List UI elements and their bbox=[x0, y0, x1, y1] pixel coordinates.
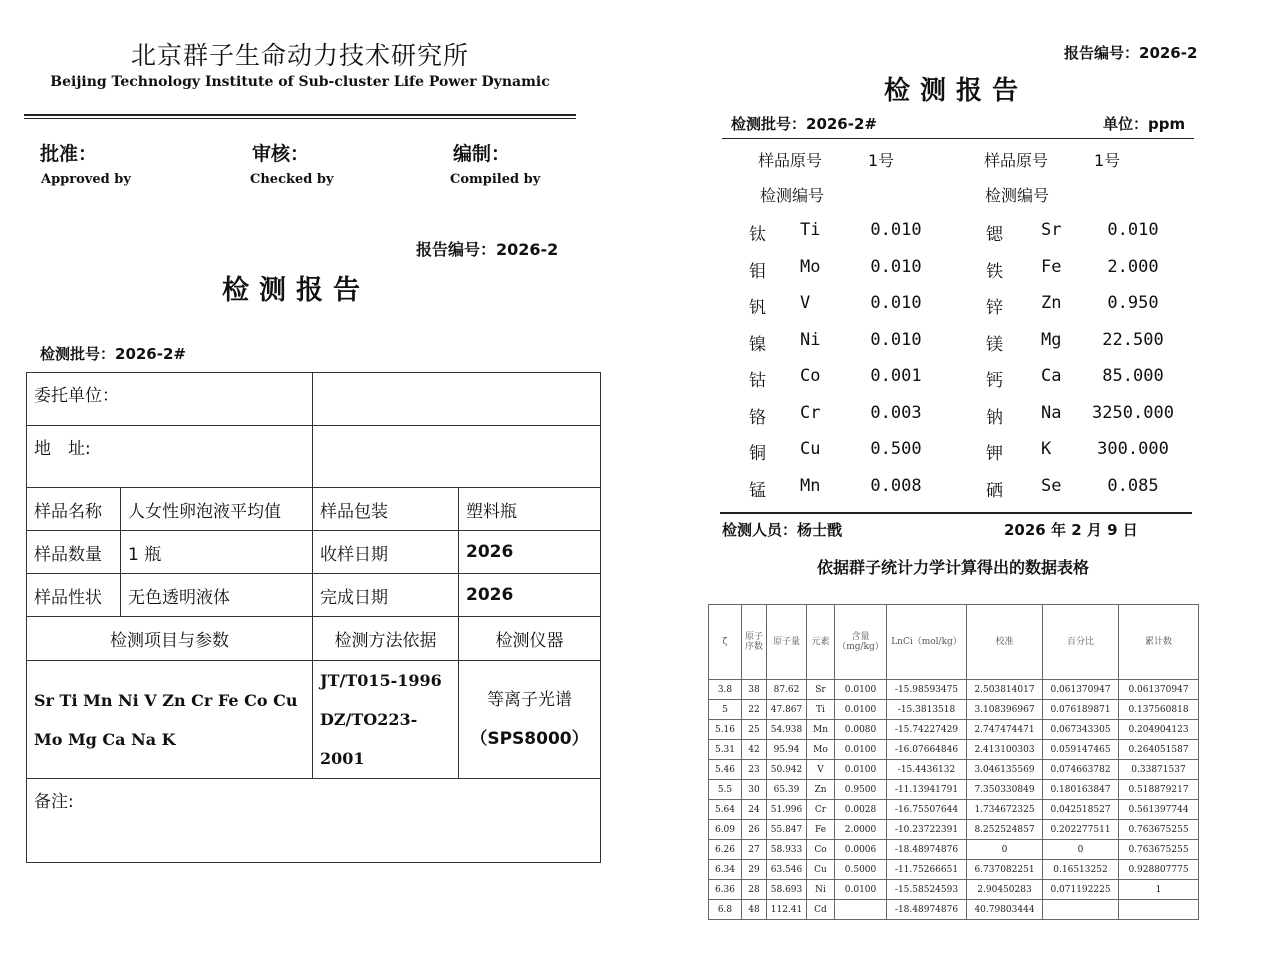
element-value: 22.500 bbox=[1102, 329, 1164, 350]
calc-cell: 0.33871537 bbox=[1119, 760, 1199, 780]
packaging-value: 塑料瓶 bbox=[459, 488, 601, 531]
element-symbol: Mo bbox=[800, 256, 821, 277]
element-value: 0.008 bbox=[870, 475, 922, 496]
element-symbol: Se bbox=[1041, 475, 1062, 496]
element-name-cn: 锰 bbox=[749, 480, 766, 501]
table-row bbox=[709, 680, 1199, 700]
calc-cell: 6.26 bbox=[709, 840, 742, 860]
table-row bbox=[709, 700, 1199, 720]
header-divider bbox=[24, 114, 576, 116]
received-value: 2026 bbox=[459, 531, 601, 574]
calc-cell: Ti bbox=[807, 700, 835, 720]
calc-cell: 1.734672325 bbox=[967, 800, 1043, 820]
calc-cell: 0.061370947 bbox=[1119, 680, 1199, 700]
element-value: 0.003 bbox=[870, 402, 922, 423]
calc-cell: 0 bbox=[1043, 840, 1119, 860]
element-symbol: Ni bbox=[800, 329, 821, 350]
calc-cell: 0.204904123 bbox=[1119, 720, 1199, 740]
calc-cell: 58.693 bbox=[767, 880, 807, 900]
element-value: 0.010 bbox=[870, 256, 922, 277]
element-symbol: Co bbox=[800, 366, 821, 386]
calc-header-cell: 校准 bbox=[967, 605, 1043, 680]
element-name-cn: 镁 bbox=[986, 334, 1003, 355]
calc-cell: 0.0100 bbox=[835, 760, 887, 780]
calc-cell: 0.071192225 bbox=[1043, 880, 1119, 900]
calc-header-cell: 百分比 bbox=[1043, 605, 1119, 680]
calc-header-cell: 元素 bbox=[807, 605, 835, 680]
element-value: 0.001 bbox=[870, 366, 922, 386]
test-items-line1: Sr Ti Mn Ni V Zn Cr Fe Co Cu bbox=[34, 690, 298, 710]
element-name-cn: 钠 bbox=[986, 407, 1003, 428]
calc-cell: -15.74227429 bbox=[887, 720, 967, 740]
calc-cell: 65.39 bbox=[767, 780, 807, 800]
calc-cell: 0.763675255 bbox=[1119, 840, 1199, 860]
calc-cell bbox=[1043, 900, 1119, 920]
calc-cell: 6.737082251 bbox=[967, 860, 1043, 880]
calc-header-cell: 含量（mg/kg） bbox=[835, 605, 887, 680]
test-no-label-left: 检测编号 bbox=[760, 186, 825, 205]
element-name-cn: 钼 bbox=[749, 261, 766, 282]
calc-cell: 5.64 bbox=[709, 800, 742, 820]
element-symbol: K bbox=[1041, 439, 1052, 459]
sample-orig-label-left: 样品原号 bbox=[758, 151, 823, 170]
sample-orig-label-right: 样品原号 bbox=[984, 151, 1049, 170]
calc-cell: Mn bbox=[807, 720, 835, 740]
calc-cell: -15.98593475 bbox=[887, 680, 967, 700]
element-value: 2.000 bbox=[1107, 256, 1159, 277]
test-items bbox=[27, 661, 313, 779]
sample-name-label: 样品名称 bbox=[27, 488, 121, 531]
calc-cell: 0.0100 bbox=[835, 880, 887, 900]
calc-header-cell: 累计数 bbox=[1119, 605, 1199, 680]
element-value: 0.085 bbox=[1107, 475, 1159, 496]
calc-cell: 3.108396967 bbox=[967, 700, 1043, 720]
element-value: 0.010 bbox=[870, 293, 922, 313]
element-symbol: Mn bbox=[800, 475, 821, 496]
calc-cell: Cr bbox=[807, 800, 835, 820]
calc-cell: 26 bbox=[742, 820, 767, 840]
calc-header-cell: LnCi（mol/kg） bbox=[887, 605, 967, 680]
calc-cell: Zn bbox=[807, 780, 835, 800]
remarks-label: 备注: bbox=[27, 779, 601, 863]
calc-cell: 7.350330849 bbox=[967, 780, 1043, 800]
calc-cell: 2.0000 bbox=[835, 820, 887, 840]
element-name-cn: 钾 bbox=[986, 444, 1003, 464]
calc-cell: 47.867 bbox=[767, 700, 807, 720]
calc-cell: V bbox=[807, 760, 835, 780]
calc-cell: -16.75507644 bbox=[887, 800, 967, 820]
calc-cell: 8.252524857 bbox=[967, 820, 1043, 840]
calc-cell: 0.042518527 bbox=[1043, 800, 1119, 820]
calc-cell: 40.79803444 bbox=[967, 900, 1043, 920]
approved-label-en: Approved by bbox=[41, 172, 131, 187]
element-symbol: Na bbox=[1041, 402, 1062, 423]
institute-name-en: Beijing Technology Institute of Sub-cluster Life Power Dynamic bbox=[50, 74, 550, 90]
method-line2: DZ/TO223-2001 bbox=[320, 710, 418, 768]
element-value: 85.000 bbox=[1102, 366, 1164, 386]
test-no-label-right: 检测编号 bbox=[985, 186, 1050, 205]
calc-header-cell: 原子序数 bbox=[742, 605, 767, 680]
right-report-number: 报告编号：2026-2 bbox=[1064, 44, 1198, 62]
calc-cell: -18.48974876 bbox=[887, 900, 967, 920]
calc-cell: 6.34 bbox=[709, 860, 742, 880]
calc-cell: -16.07664846 bbox=[887, 740, 967, 760]
calc-cell: 0.928807775 bbox=[1119, 860, 1199, 880]
packaging-label: 样品包装 bbox=[313, 488, 459, 531]
element-value: 0.010 bbox=[1107, 220, 1159, 240]
table-row bbox=[709, 840, 1199, 860]
calc-cell: 50.942 bbox=[767, 760, 807, 780]
element-symbol: Sr bbox=[1041, 220, 1062, 240]
instrument-line2: （SPS8000） bbox=[470, 728, 589, 749]
calc-cell: 58.933 bbox=[767, 840, 807, 860]
calc-cell: 0.0100 bbox=[835, 700, 887, 720]
calc-cell: 29 bbox=[742, 860, 767, 880]
element-name-cn: 钛 bbox=[749, 225, 766, 245]
element-symbol: Zn bbox=[1041, 293, 1062, 313]
results-top-rule bbox=[722, 138, 1194, 139]
calc-table-caption: 依据群子统计力学计算得出的数据表格 bbox=[816, 558, 1089, 577]
element-symbol: Ca bbox=[1041, 366, 1062, 386]
calc-cell: 2.413100303 bbox=[967, 740, 1043, 760]
calc-cell bbox=[835, 900, 887, 920]
calc-cell: 42 bbox=[742, 740, 767, 760]
table-row bbox=[709, 860, 1199, 880]
element-symbol: Mg bbox=[1041, 329, 1062, 350]
calc-cell: Sr bbox=[807, 680, 835, 700]
calc-cell: 0.264051587 bbox=[1119, 740, 1199, 760]
calc-cell: 5.46 bbox=[709, 760, 742, 780]
element-name-cn: 锶 bbox=[986, 225, 1003, 245]
unit-label: 单位：ppm bbox=[1103, 115, 1186, 133]
quantity-value: 1 瓶 bbox=[121, 531, 313, 574]
test-items-line2: Mo Mg Ca Na K bbox=[34, 729, 176, 749]
instrument-header: 检测仪器 bbox=[459, 617, 601, 661]
sample-name-value: 人女性卵泡液平均值 bbox=[121, 488, 313, 531]
calc-cell: 0.067343305 bbox=[1043, 720, 1119, 740]
property-label: 样品性状 bbox=[27, 574, 121, 617]
calc-table-header bbox=[709, 605, 1199, 680]
calc-cell: 0.0100 bbox=[835, 740, 887, 760]
calc-header-cell: 原子量 bbox=[767, 605, 807, 680]
calc-cell: 0.202277511 bbox=[1043, 820, 1119, 840]
calc-cell: -11.13941791 bbox=[887, 780, 967, 800]
table-row bbox=[709, 800, 1199, 820]
calc-cell: 5.16 bbox=[709, 720, 742, 740]
calc-cell: 22 bbox=[742, 700, 767, 720]
calc-cell: Ni bbox=[807, 880, 835, 900]
calc-cell: 0.518879217 bbox=[1119, 780, 1199, 800]
calc-cell: 2.503814017 bbox=[967, 680, 1043, 700]
calc-cell: -15.58524593 bbox=[887, 880, 967, 900]
compiled-label: 编制： bbox=[453, 143, 511, 165]
calc-cell: 0.180163847 bbox=[1043, 780, 1119, 800]
calc-cell: -15.3813518 bbox=[887, 700, 967, 720]
calc-cell: 1 bbox=[1119, 880, 1199, 900]
element-symbol: Cr bbox=[800, 402, 821, 423]
calc-cell: 5.5 bbox=[709, 780, 742, 800]
calc-cell: Co bbox=[807, 840, 835, 860]
method-line1: JT/T015-1996 bbox=[320, 671, 442, 690]
element-name-cn: 镍 bbox=[749, 334, 766, 355]
element-name-cn: 硒 bbox=[986, 480, 1003, 501]
completed-label: 完成日期 bbox=[313, 574, 459, 617]
calc-cell: 0.059147465 bbox=[1043, 740, 1119, 760]
calc-cell: 0.0080 bbox=[835, 720, 887, 740]
element-name-cn: 钒 bbox=[749, 298, 766, 318]
calc-cell: -18.48974876 bbox=[887, 840, 967, 860]
element-symbol: Ti bbox=[800, 220, 821, 240]
calc-cell: 0.0006 bbox=[835, 840, 887, 860]
element-value: 0.010 bbox=[870, 220, 922, 240]
calc-cell: 6.36 bbox=[709, 880, 742, 900]
client-label: 委托单位： bbox=[27, 373, 313, 426]
results-bottom-rule bbox=[720, 512, 1192, 514]
report-number: 报告编号：2026-2 bbox=[416, 240, 559, 259]
completed-value: 2026 bbox=[459, 574, 601, 617]
report-title: 检测报告 bbox=[222, 275, 370, 306]
calc-cell: -11.75266651 bbox=[887, 860, 967, 880]
calc-cell: 0.763675255 bbox=[1119, 820, 1199, 840]
element-value: 300.000 bbox=[1097, 439, 1169, 459]
calc-header-cell: ζ bbox=[709, 605, 742, 680]
table-row bbox=[709, 900, 1199, 920]
property-value: 无色透明液体 bbox=[121, 574, 313, 617]
calc-cell: Cd bbox=[807, 900, 835, 920]
calc-cell: 0.074663782 bbox=[1043, 760, 1119, 780]
checked-label: 审核： bbox=[252, 143, 310, 165]
inspector: 检测人员：杨士戬 bbox=[722, 521, 843, 539]
calc-cell: 0.0100 bbox=[835, 680, 887, 700]
calc-cell: -10.23722391 bbox=[887, 820, 967, 840]
calc-cell: 3.046135569 bbox=[967, 760, 1043, 780]
element-name-cn: 锌 bbox=[986, 298, 1003, 318]
sample-info-table bbox=[26, 372, 601, 863]
right-report-title: 检测报告 bbox=[884, 76, 1029, 106]
element-value: 0.950 bbox=[1107, 293, 1159, 313]
calc-cell: 54.938 bbox=[767, 720, 807, 740]
element-symbol: V bbox=[800, 293, 811, 313]
received-label: 收样日期 bbox=[313, 531, 459, 574]
calc-cell: 0.9500 bbox=[835, 780, 887, 800]
items-header: 检测项目与参数 bbox=[27, 617, 313, 661]
calc-cell: 48 bbox=[742, 900, 767, 920]
calc-cell: 0.137560818 bbox=[1119, 700, 1199, 720]
calc-cell: 63.546 bbox=[767, 860, 807, 880]
calc-cell: 0.061370947 bbox=[1043, 680, 1119, 700]
compiled-label-en: Compiled by bbox=[450, 172, 541, 187]
calc-cell: 24 bbox=[742, 800, 767, 820]
calc-cell: 23 bbox=[742, 760, 767, 780]
calc-cell: 112.41 bbox=[767, 900, 807, 920]
calc-cell: 51.996 bbox=[767, 800, 807, 820]
client-value bbox=[313, 373, 601, 426]
calc-cell: 0 bbox=[967, 840, 1043, 860]
calc-cell: 0.561397744 bbox=[1119, 800, 1199, 820]
calc-cell: 2.90450283 bbox=[967, 880, 1043, 900]
calc-cell: 0.5000 bbox=[835, 860, 887, 880]
method-header: 检测方法依据 bbox=[313, 617, 459, 661]
calc-cell: 55.847 bbox=[767, 820, 807, 840]
calc-cell: 95.94 bbox=[767, 740, 807, 760]
calc-cell: 6.09 bbox=[709, 820, 742, 840]
calc-cell: 3.8 bbox=[709, 680, 742, 700]
table-row bbox=[709, 760, 1199, 780]
calc-cell: 0.16513252 bbox=[1043, 860, 1119, 880]
table-row bbox=[709, 780, 1199, 800]
address-value bbox=[313, 426, 601, 488]
element-value: 0.010 bbox=[870, 329, 922, 350]
calc-cell: 2.747474471 bbox=[967, 720, 1043, 740]
test-methods bbox=[313, 661, 459, 779]
instrument-line1: 等离子光谱 bbox=[487, 689, 572, 710]
header-divider-thin bbox=[24, 118, 576, 119]
calc-cell: 5.31 bbox=[709, 740, 742, 760]
test-instrument bbox=[459, 661, 601, 779]
element-name-cn: 钴 bbox=[749, 371, 766, 391]
calc-cell: 27 bbox=[742, 840, 767, 860]
table-row bbox=[709, 820, 1199, 840]
institute-name-cn: 北京群子生命动力技术研究所 bbox=[130, 41, 469, 70]
calc-table bbox=[708, 604, 1199, 920]
calc-cell: 0.076189871 bbox=[1043, 700, 1119, 720]
table-row bbox=[709, 720, 1199, 740]
calc-cell: 87.62 bbox=[767, 680, 807, 700]
calc-cell: 28 bbox=[742, 880, 767, 900]
element-name-cn: 铁 bbox=[986, 261, 1003, 282]
calc-cell: 30 bbox=[742, 780, 767, 800]
table-row bbox=[709, 880, 1199, 900]
calc-cell: 25 bbox=[742, 720, 767, 740]
calc-cell: 0.0028 bbox=[835, 800, 887, 820]
calc-cell: 38 bbox=[742, 680, 767, 700]
approved-label: 批准： bbox=[40, 143, 98, 165]
calc-cell: Cu bbox=[807, 860, 835, 880]
calc-cell: -15.4436132 bbox=[887, 760, 967, 780]
table-row bbox=[709, 740, 1199, 760]
report-date: 2026 年 2 月 9 日 bbox=[1004, 521, 1138, 539]
element-name-cn: 铬 bbox=[749, 407, 766, 428]
calc-cell: 6.8 bbox=[709, 900, 742, 920]
quantity-label: 样品数量 bbox=[27, 531, 121, 574]
calc-cell: 5 bbox=[709, 700, 742, 720]
calc-cell bbox=[1119, 900, 1199, 920]
batch-number: 检测批号：2026-2# bbox=[40, 345, 186, 363]
right-batch-number: 检测批号：2026-2# bbox=[731, 115, 877, 133]
sample-orig-value-right: 1号 bbox=[1094, 151, 1121, 170]
element-name-cn: 钙 bbox=[986, 371, 1003, 391]
element-value: 0.500 bbox=[870, 439, 922, 459]
element-name-cn: 铜 bbox=[749, 444, 766, 464]
element-symbol: Cu bbox=[800, 439, 821, 459]
calc-cell: Mo bbox=[807, 740, 835, 760]
calc-cell: Fe bbox=[807, 820, 835, 840]
element-symbol: Fe bbox=[1041, 256, 1062, 277]
checked-label-en: Checked by bbox=[250, 172, 334, 187]
address-label: 地 址: bbox=[27, 426, 313, 488]
sample-orig-value-left: 1号 bbox=[868, 151, 895, 170]
element-value: 3250.000 bbox=[1092, 402, 1174, 423]
